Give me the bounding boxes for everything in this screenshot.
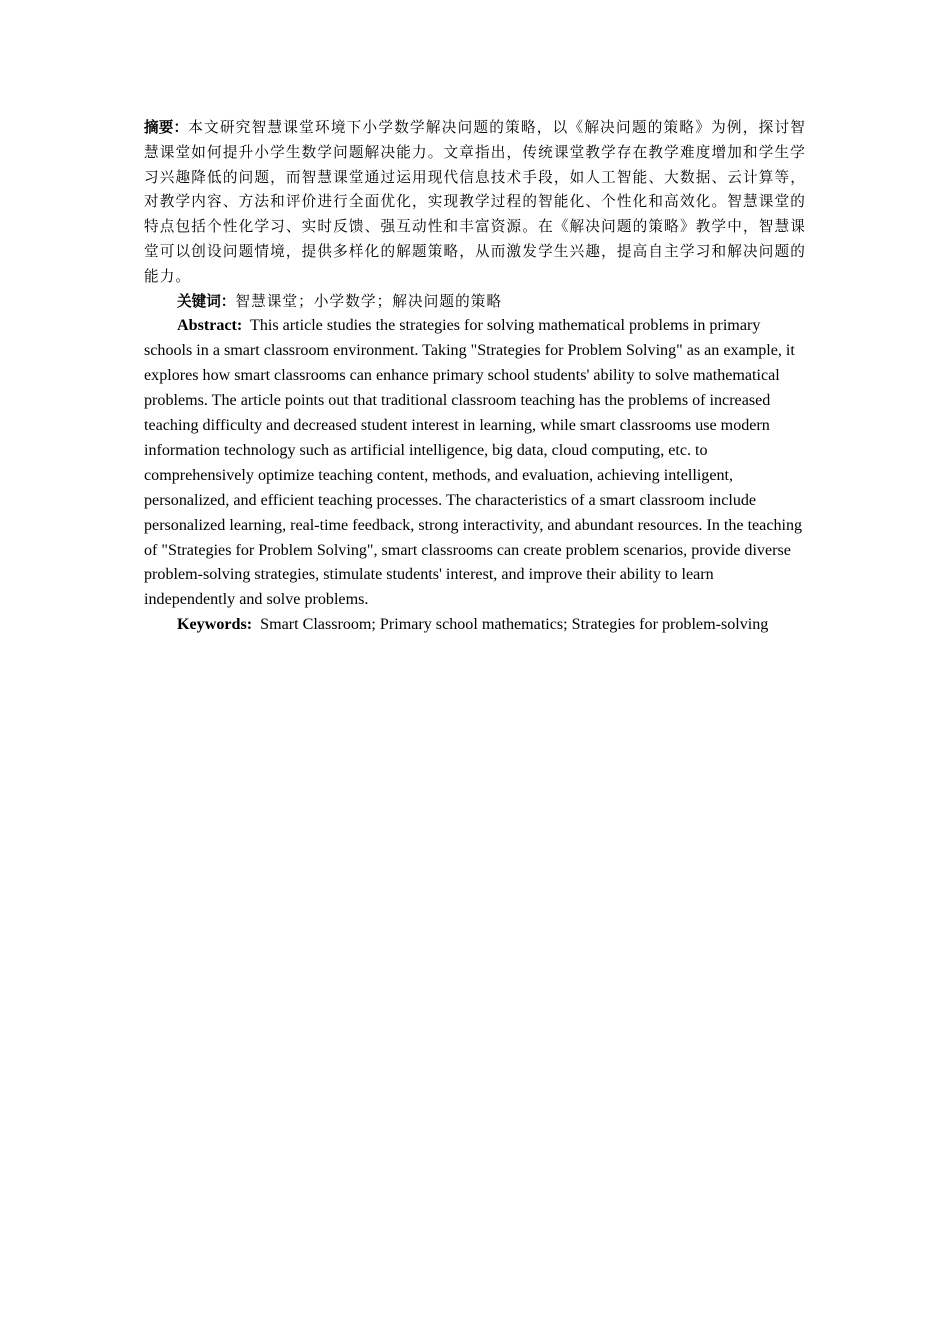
chinese-keywords-label: 关键词：: [177, 292, 236, 310]
chinese-abstract-label: 摘要：: [144, 119, 189, 136]
english-abstract-paragraph: [144, 314, 806, 613]
chinese-keywords-text: 智慧课堂；小学数学；解决问题的策略: [235, 292, 503, 310]
chinese-abstract-paragraph: [144, 116, 806, 290]
english-abstract-text: This article studies the strategies for solving mathematical problems in primary schools in a smart classroom environment. Taking "Strategies for Problem Solving" as an example, it explores how smart classrooms can enhance primary school students' ability to solve mathematical problems. The article points out that traditional classroom teaching has the problems of increased teaching difficulty and decreased student interest in learning, while smart classrooms use modern information technology such as artificial intelligence, big data, cloud computing, etc. to comprehensively optimize teaching content, methods, and evaluation, achieving intelligent, personalized, and efficient teaching processes. The characteristics of a smart classroom include personalized learning, real-time feedback, strong interactivity, and abundant resources. In the teaching of "Strategies for Problem Solving", smart classrooms can create problem scenarios, provide diverse problem-solving strategies, stimulate students' interest, and improve their ability to learn independently and solve problems.: [144, 317, 803, 609]
english-keywords-label: Keywords:: [177, 616, 253, 634]
chinese-abstract-text: 本文研究智慧课堂环境下小学数学解决问题的策略，以《解决问题的策略》为例，探讨智慧课堂如何提升小学生数学问题解决能力。文章指出，传统课堂教学存在教学难度增加和学生学习兴趣降低的问题，而智慧课堂通过运用现代信息技术手段，如人工智能、大数据、云计算等，对教学内容、方法和评价进行全面优化，实现教学过程的智能化、个性化和高效化。智慧课堂的特点包括个性化学习、实时反馈、强互动性和丰富资源。在《解决问题的策略》教学中，智慧课堂可以创设问题情境，提供多样化的解题策略，从而激发学生兴趣，提高自主学习和解决问题的能力。: [144, 119, 806, 285]
english-keywords-text: Smart Classroom; Primary school mathematics; Strategies for problem-solving: [260, 616, 769, 634]
abstract-section: [144, 116, 806, 638]
english-keywords-paragraph: [144, 613, 806, 638]
chinese-keywords-paragraph: [144, 290, 806, 315]
english-abstract-label: Abstract:: [177, 317, 243, 335]
